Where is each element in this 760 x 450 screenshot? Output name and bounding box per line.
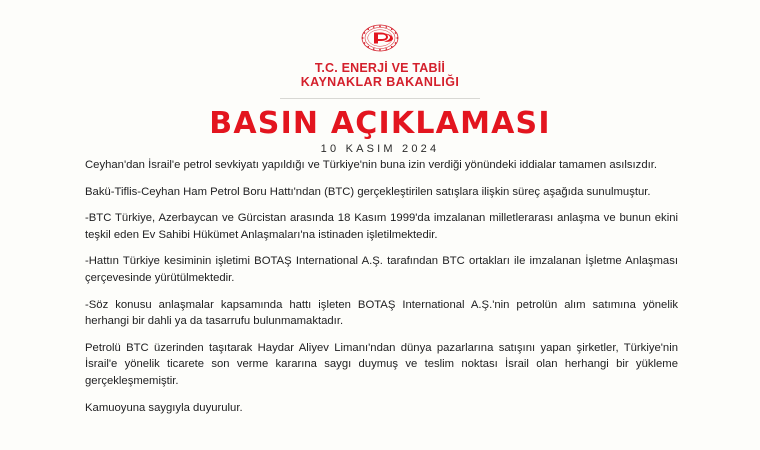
publication-date: 10 KASIM 2024 xyxy=(320,143,440,155)
document-header xyxy=(0,0,760,99)
paragraph: -Söz konusu anlaşmalar kapsamında hattı işleten BOTAŞ International A.Ş.'nin petrolün alım satımına yönelik herhangi bir dahli ya da tasarrufu bulunmamaktadır. xyxy=(85,298,678,328)
ministry-name xyxy=(0,61,760,89)
ministry-name-line1: T.C. ENERJİ VE TABİİ xyxy=(314,61,446,75)
paragraph: Kamuoyuna saygıyla duyurulur. xyxy=(85,401,243,414)
paragraph: Ceyhan'dan İsrail'e petrol sevkiyatı yapıldığı ve Türkiye'nin buna izin verdiği yönündeki iddialar tamamen asılsızdır. xyxy=(85,159,658,171)
ministry-name-line2: KAYNAKLAR BAKANLIĞI xyxy=(300,75,460,89)
paragraph: Petrolü BTC üzerinden taşıtarak Haydar Aliyev Limanı'ndan dünya pazarlarına satışını yapan şirketler, Türkiye'nin İsrail'e yönelik ticarete son verme kararına saygı duymuş ve teslim noktası İsrail olan herhangi bir yükleme gerçekleşmemiştir. xyxy=(85,341,678,387)
paragraph: -BTC Türkiye, Azerbaycan ve Gürcistan arasında 18 Kasım 1999'da imzalanan milletlerarası anlaşma ve bunun ekini teşkil eden Ev Sahibi Hükümet Anlaşmaları'na istinaden işletilmektedir. xyxy=(85,212,678,241)
body-copy xyxy=(85,157,678,416)
header-divider xyxy=(280,98,480,99)
title-block xyxy=(0,108,760,155)
paragraph: -Hattın Türkiye kesiminin işletimi BOTAŞ International A.Ş. tarafından BTC ortakları ile imzalanan İşletme Anlaşması çerçevesinde yürütülmektedir. xyxy=(85,255,678,284)
paragraph: Bakü-Tiflis-Ceyhan Ham Petrol Boru Hattı'ndan (BTC) gerçekleştirilen satışlara ilişkin süreç aşağıda sunulmuştur. xyxy=(85,185,651,198)
turkish-republic-emblem-icon xyxy=(353,18,407,58)
page-title: BASIN AÇIKLAMASI xyxy=(209,106,551,141)
